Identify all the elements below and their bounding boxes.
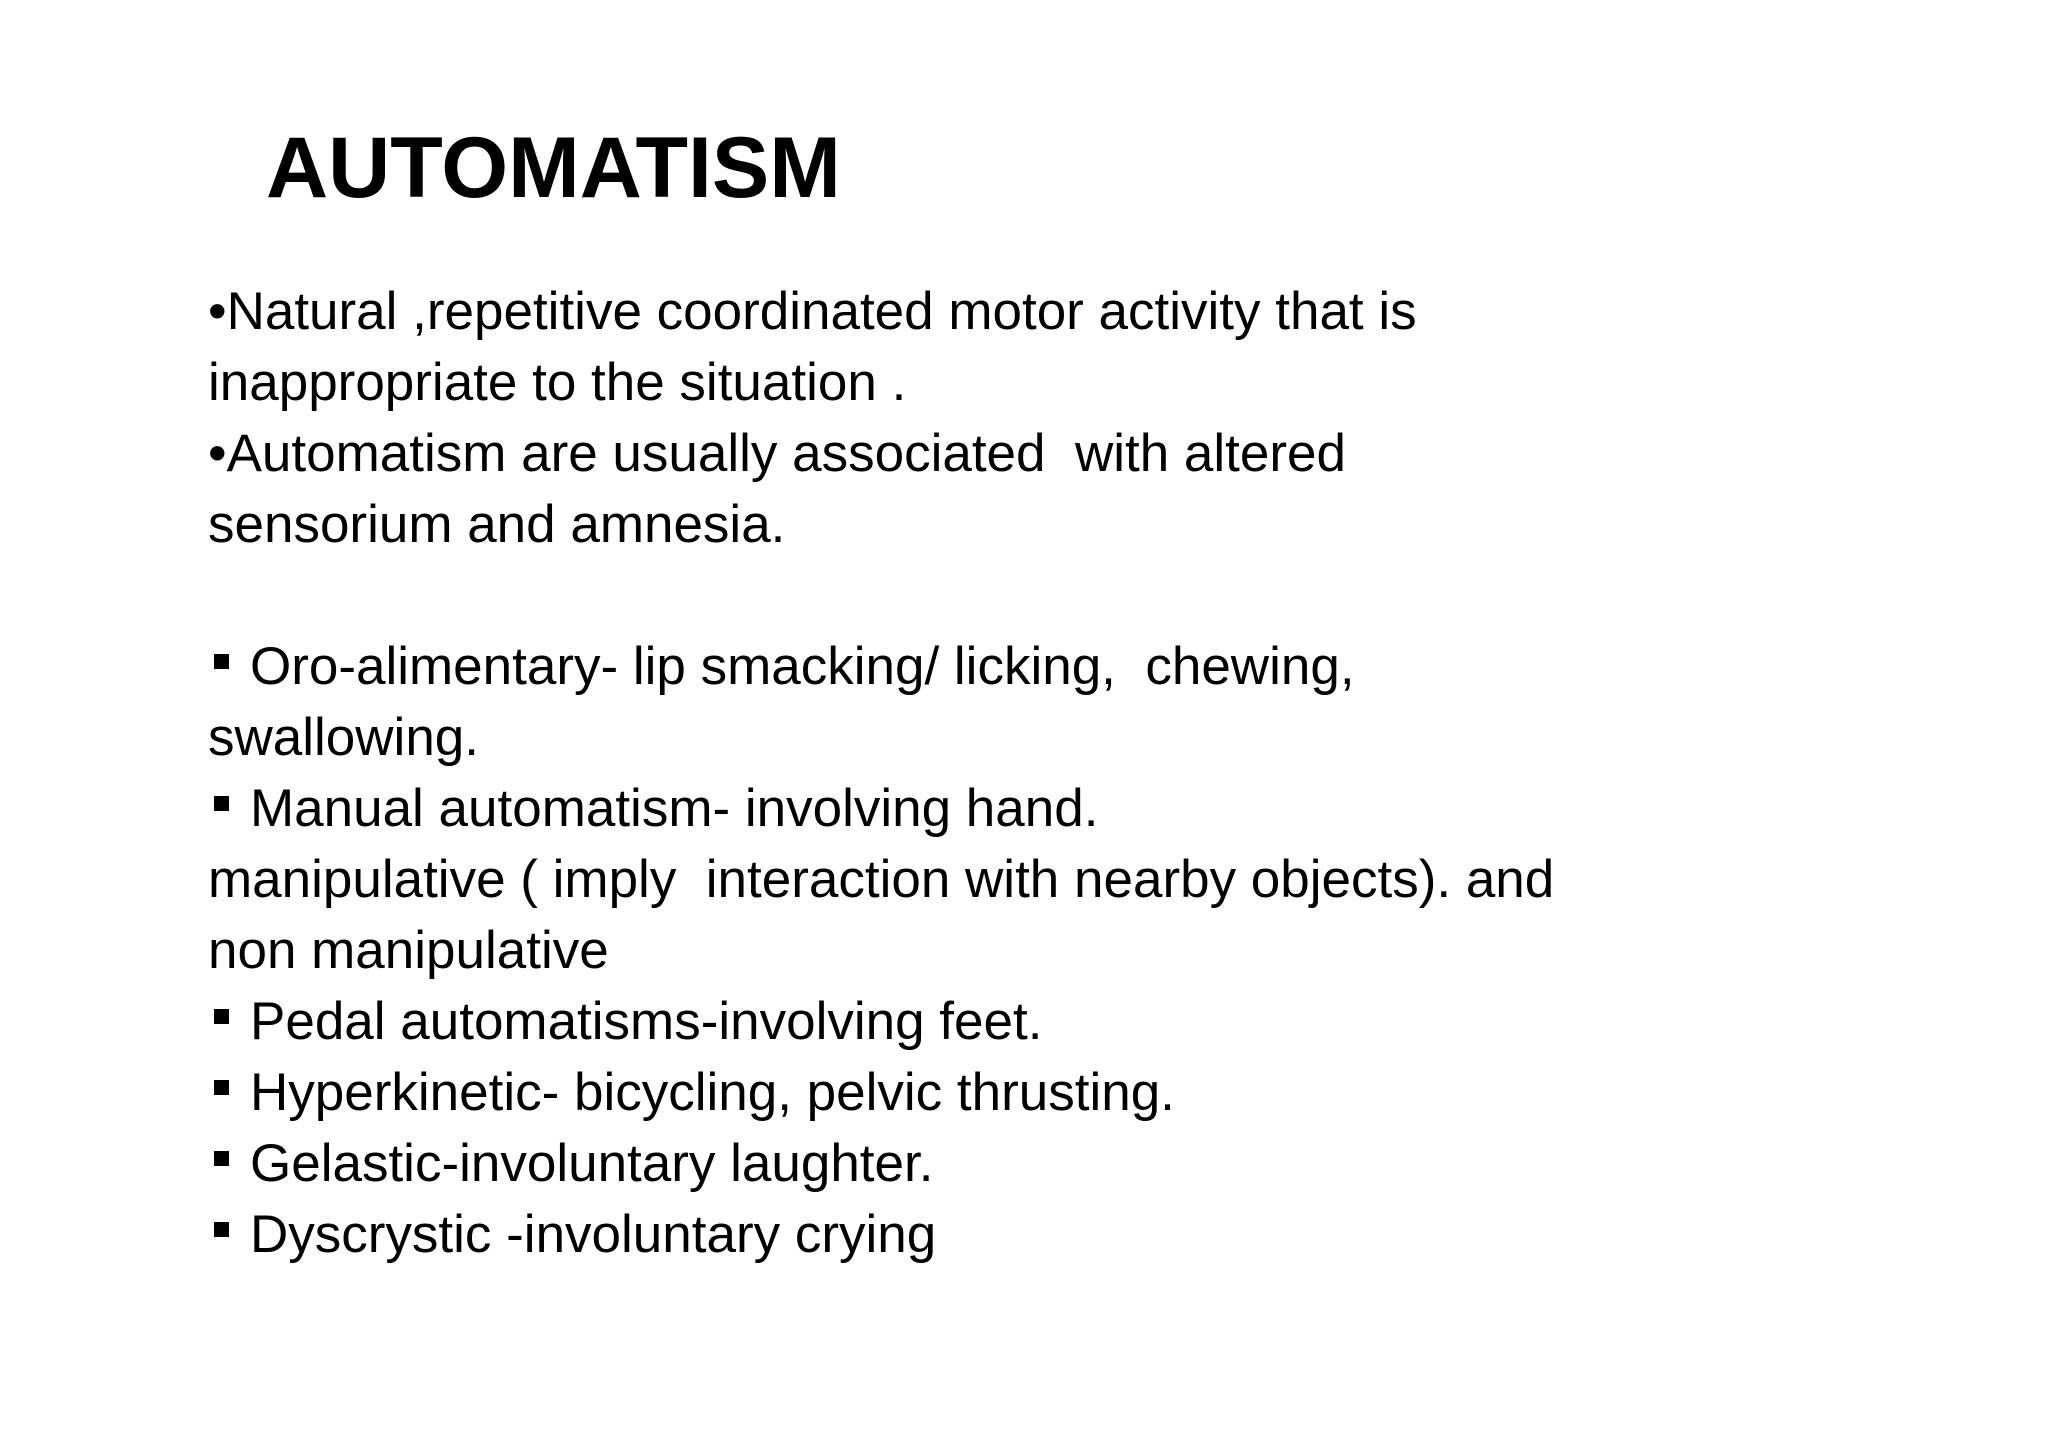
type-oro-alimentary-cont: swallowing. [208, 708, 480, 767]
bullet-dot: • [208, 282, 227, 341]
type-manual: Manual automatism- involving hand. [208, 773, 1968, 844]
association-line-1: •Automatism are usually associated with altered [208, 424, 1346, 483]
slide-body [208, 276, 1968, 1270]
type-manual-cont-2: non manipulative [208, 921, 609, 980]
square-bullet-icon [214, 1080, 229, 1095]
square-bullet-icon [214, 654, 229, 669]
square-bullet-icon [214, 1151, 229, 1166]
type-gelastic: Gelastic-involuntary laughter. [208, 1128, 1968, 1199]
slide-title: AUTOMATISM [266, 120, 841, 216]
association-line-2: sensorium and amnesia. [208, 495, 786, 554]
type-oro-alimentary: Oro-alimentary- lip smacking/ licking, chewing, [208, 631, 1968, 702]
definition-line-2: inappropriate to the situation . [208, 353, 907, 412]
type-manual-cont-1: manipulative ( imply interaction with nearby objects). and [208, 850, 1555, 909]
definition-line-1: •Natural ,repetitive coordinated motor activity that is [208, 282, 1417, 341]
type-dyscrystic: Dyscrystic -involuntary crying [208, 1199, 1968, 1270]
type-hyperkinetic: Hyperkinetic- bicycling, pelvic thrusting. [208, 1057, 1968, 1128]
square-bullet-icon [214, 1009, 229, 1024]
square-bullet-icon [214, 796, 229, 811]
type-pedal: Pedal automatisms-involving feet. [208, 986, 1968, 1057]
bullet-dot: • [208, 424, 227, 483]
paragraph-gap [208, 560, 1968, 631]
square-bullet-icon [214, 1222, 229, 1237]
